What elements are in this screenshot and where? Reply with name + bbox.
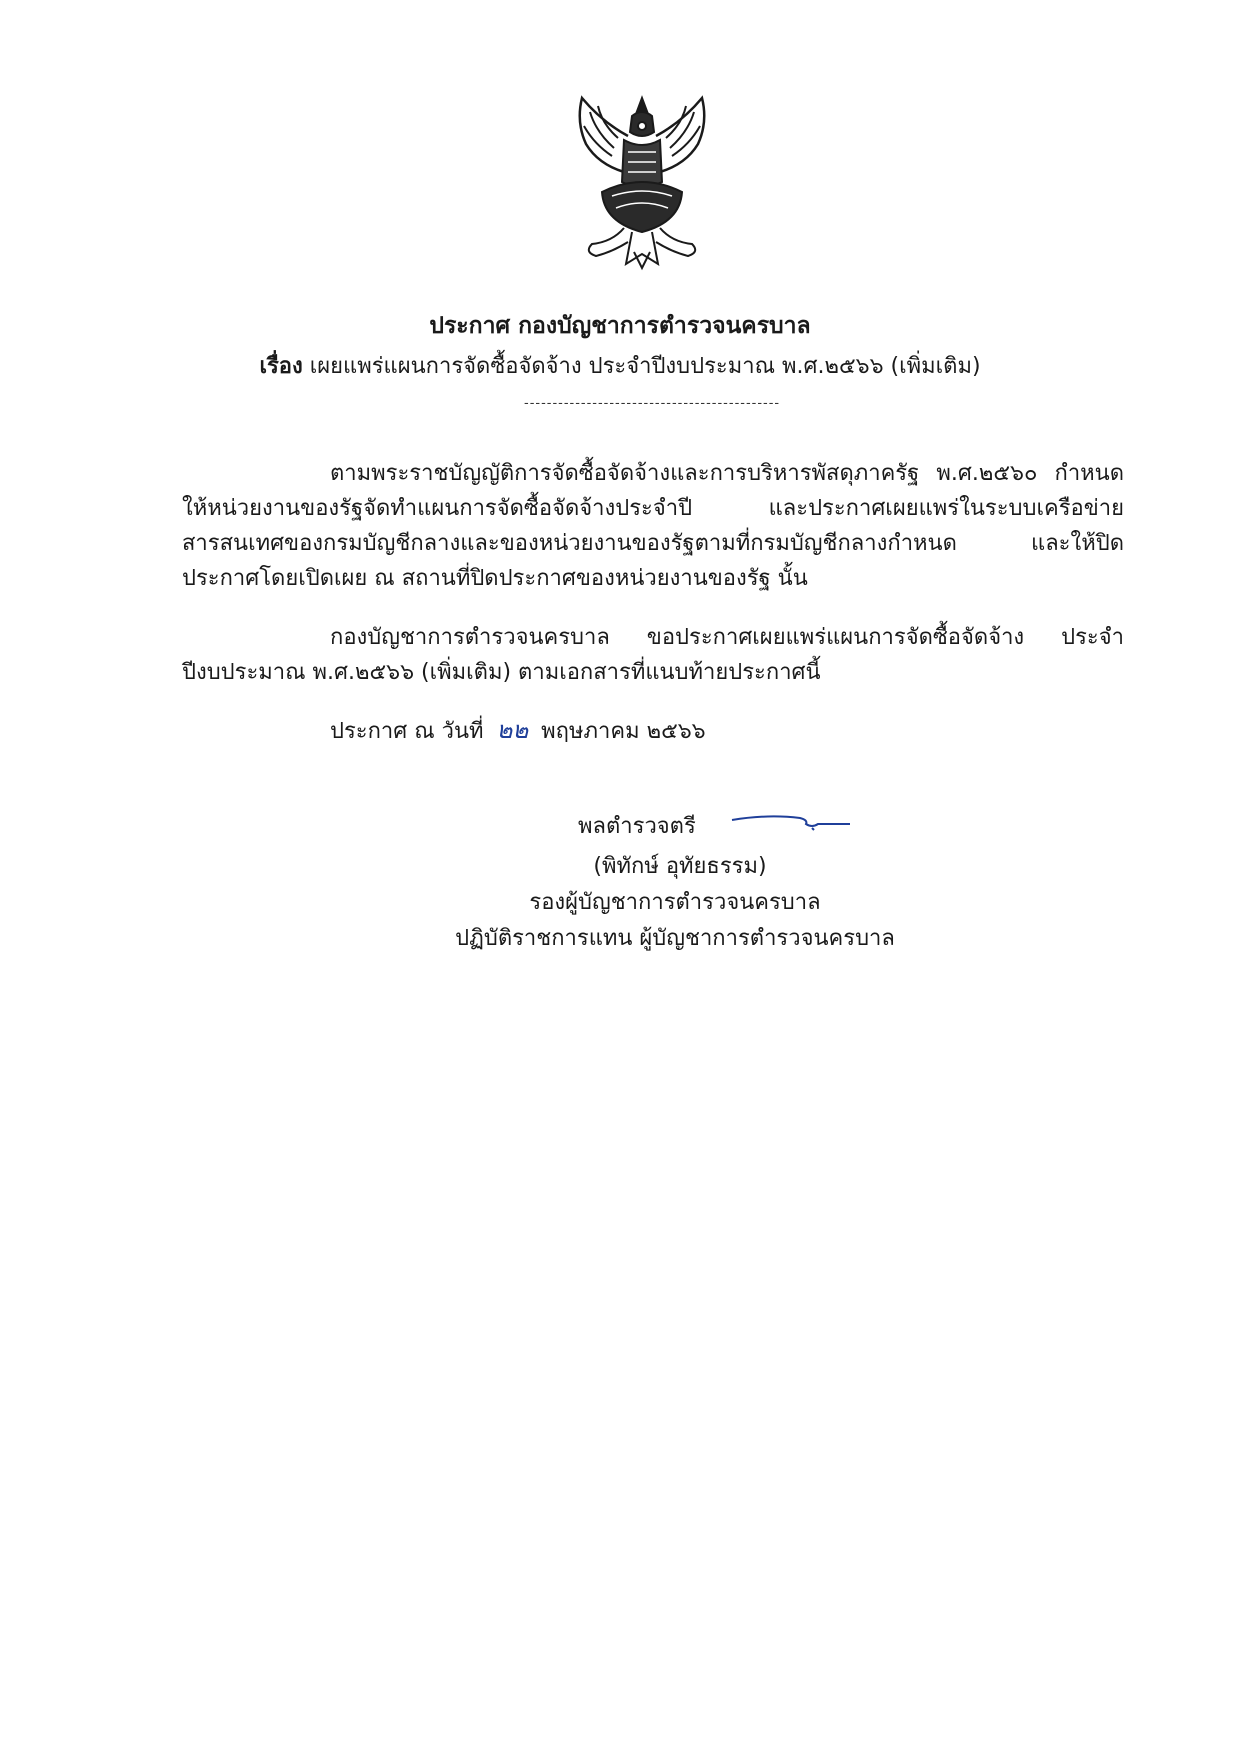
- body-paragraph-2: [182, 620, 1124, 690]
- handwritten-signature-icon: [728, 806, 854, 836]
- date-prefix: ประกาศ ณ วันที่: [330, 719, 484, 744]
- signatory-rank: พลตำรวจตรี: [578, 814, 696, 839]
- garuda-emblem-icon: [562, 92, 722, 272]
- date-month-year: พฤษภาคม ๒๕๖๖: [541, 719, 706, 744]
- signatory-position: รองผู้บัญชาการตำรวจนครบาล: [529, 890, 821, 915]
- announcement-date: [330, 710, 706, 749]
- divider-line: ---------------------------------------------: [524, 396, 781, 411]
- paragraph-2-text: กองบัญชาการตำรวจนครบาล ขอประกาศเผยแพร่แผนการจัดซื้อจัดจ้าง ประจำปีงบประมาณ พ.ศ.๒๕๖๖ (เพิ่มเติม) ตามเอกสารที่แนบท้ายประกาศนี้: [182, 625, 1124, 685]
- announcement-title: ประกาศ กองบัญชาการตำรวจนครบาล: [429, 313, 811, 339]
- signatory-name: (พิทักษ์ อุทัยธรรม): [593, 854, 767, 879]
- subject-label: เรื่อง: [259, 354, 303, 379]
- date-day-handwritten: ๒๒: [496, 716, 529, 744]
- subject-text: เผยแพร่แผนการจัดซื้อจัดจ้าง ประจำปีงบประมาณ พ.ศ.๒๕๖๖ (เพิ่มเติม): [309, 354, 981, 379]
- signatory-acting-position: ปฏิบัติราชการแทน ผู้บัญชาการตำรวจนครบาล: [455, 926, 895, 951]
- announcement-subject: [0, 348, 1240, 383]
- body-paragraph-1: [182, 456, 1124, 596]
- paragraph-1-text: ตามพระราชบัญญัติการจัดซื้อจัดจ้างและการบริหารพัสดุภาครัฐ พ.ศ.๒๕๖๐ กำหนดให้หน่วยงานของรัฐจัดทำแผนการจัดซื้อจัดจ้างประจำปี และประกาศเผยแพร่ในระบบเครือข่ายสารสนเทศของกรมบัญชีกลางและของหน่วยงานของรัฐตามที่กรมบัญชีกลางกำหนด และให้ปิดประกาศโดยเปิดเผย ณ สถานที่ปิดประกาศของหน่วยงานของรัฐ นั้น: [182, 461, 1124, 591]
